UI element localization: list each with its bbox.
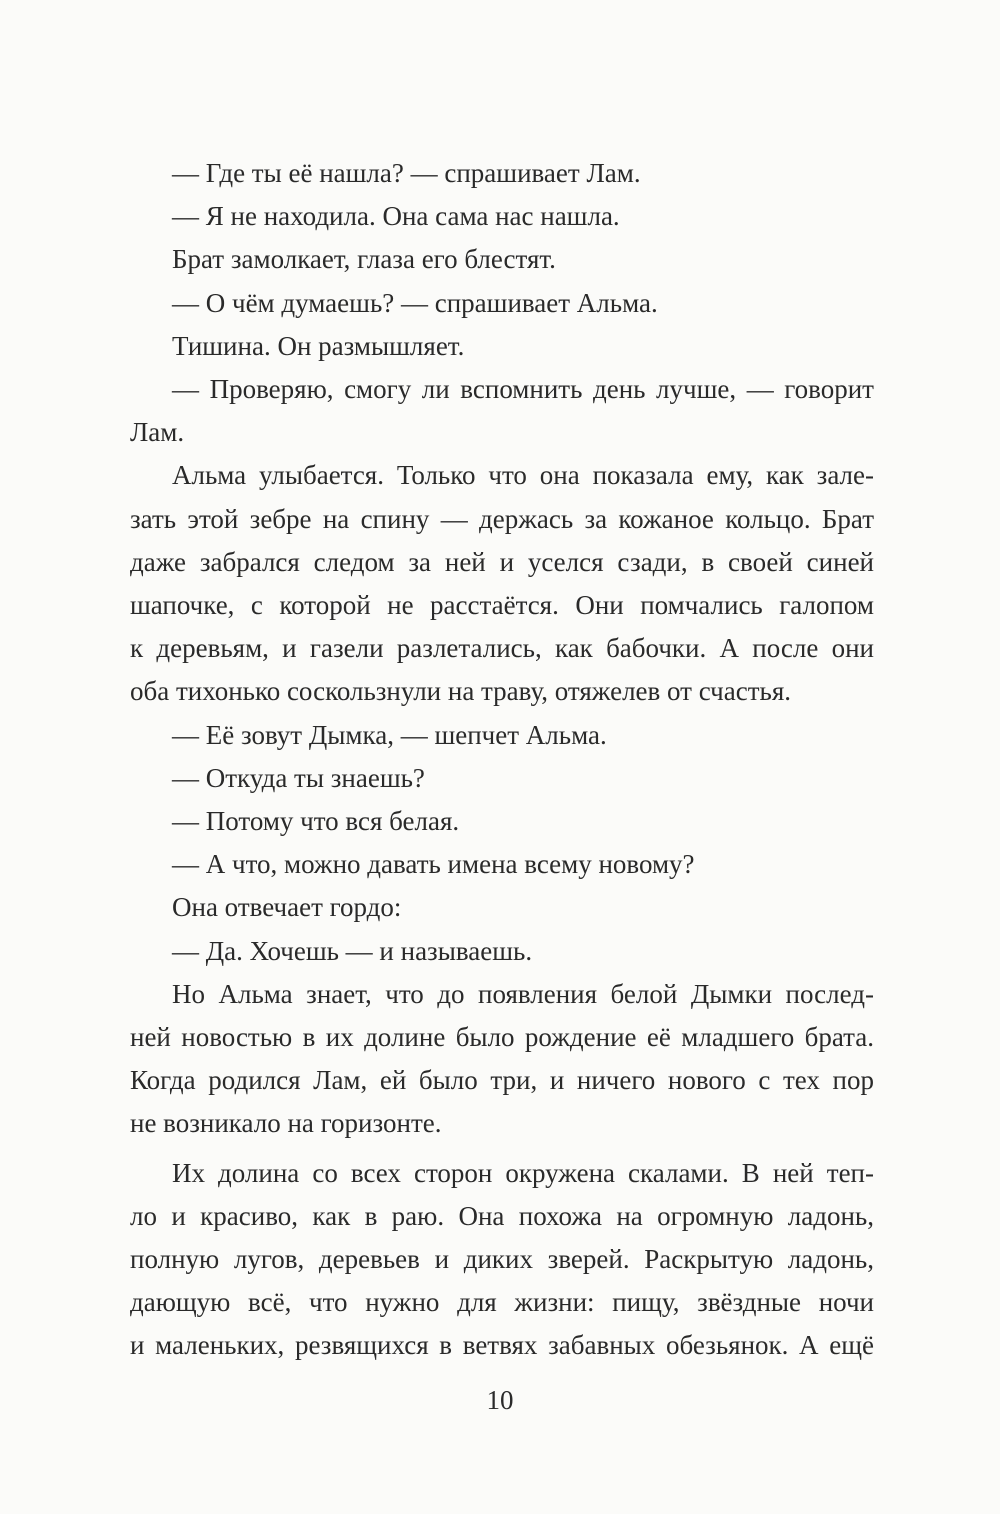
- text-line: Альма улыбается. Только что она показала ему, как зале-: [172, 460, 874, 491]
- text-line: полную лугов, деревьев и диких зверей. Раскрытую ладонь,: [130, 1244, 874, 1275]
- text-line: зать этой зебре на спину — держась за кожаное кольцо. Брат: [130, 503, 874, 534]
- paragraph: [130, 843, 874, 886]
- text-line: Лам.: [130, 417, 185, 448]
- paragraph: [130, 454, 874, 713]
- paragraph: [130, 714, 874, 757]
- text-line: даже забрался следом за ней и уселся сзади, в своей синей: [130, 546, 874, 577]
- paragraph: [130, 757, 874, 800]
- text-line: — Потому что вся белая.: [172, 806, 460, 837]
- page-number: 10: [486, 1385, 514, 1415]
- text-line: шапочке, с которой не расстаётся. Они помчались галопом: [130, 590, 874, 621]
- paragraph: [130, 368, 874, 454]
- paragraph: [130, 152, 874, 195]
- text-line: — Проверяю, смогу ли вспомнить день лучше, — говорит: [172, 374, 874, 405]
- paragraph: [130, 973, 874, 1146]
- text-line: ней новостью в их долине было рождение её младшего брата.: [130, 1022, 874, 1053]
- text-line: и маленьких, резвящихся в ветвях забавных обезьянок. А ещё: [130, 1330, 874, 1361]
- text-line: — А что, можно давать имена всему новому?: [172, 849, 695, 880]
- paragraph: [130, 800, 874, 843]
- text-line: — Откуда ты знаешь?: [172, 762, 425, 793]
- text-line: Брат замолкает, глаза его блестят.: [172, 244, 556, 275]
- text-line: Но Альма знает, что до появления белой Дымки послед-: [172, 978, 874, 1009]
- text-line: Тишина. Он размышляет.: [172, 330, 465, 361]
- text-line: Их долина со всех сторон окружена скалами. В ней теп-: [172, 1157, 874, 1188]
- body-text: [130, 152, 874, 1368]
- text-line: к деревьям, и газели разлетались, как бабочки. А после они: [130, 633, 874, 664]
- paragraph: [130, 325, 874, 368]
- paragraph: [130, 886, 874, 929]
- paragraph: [130, 238, 874, 281]
- text-line: дающую всё, что нужно для жизни: пищу, звёздные ночи: [130, 1287, 874, 1318]
- text-line: оба тихонько соскользнули на траву, отяжелев от счастья.: [130, 676, 791, 707]
- text-line: — Её зовут Дымка, — шепчет Альма.: [172, 719, 607, 750]
- paragraph: [130, 1152, 874, 1368]
- text-line: — Да. Хочешь — и называешь.: [172, 935, 533, 966]
- text-line: не возникало на горизонте.: [130, 1108, 442, 1139]
- text-line: Когда родился Лам, ей было три, и ничего нового с тех пор: [130, 1065, 874, 1096]
- text-line: — Я не находила. Она сама нас нашла.: [172, 201, 620, 232]
- text-line: — Где ты её нашла? — спрашивает Лам.: [172, 158, 641, 188]
- paragraph: [130, 930, 874, 973]
- text-line: ло и красиво, как в раю. Она похожа на огромную ладонь,: [130, 1200, 874, 1231]
- paragraph: [130, 195, 874, 238]
- text-line: — О чём думаешь? — спрашивает Альма.: [172, 287, 658, 318]
- paragraph: [130, 282, 874, 325]
- text-line: Она отвечает гордо:: [172, 892, 402, 923]
